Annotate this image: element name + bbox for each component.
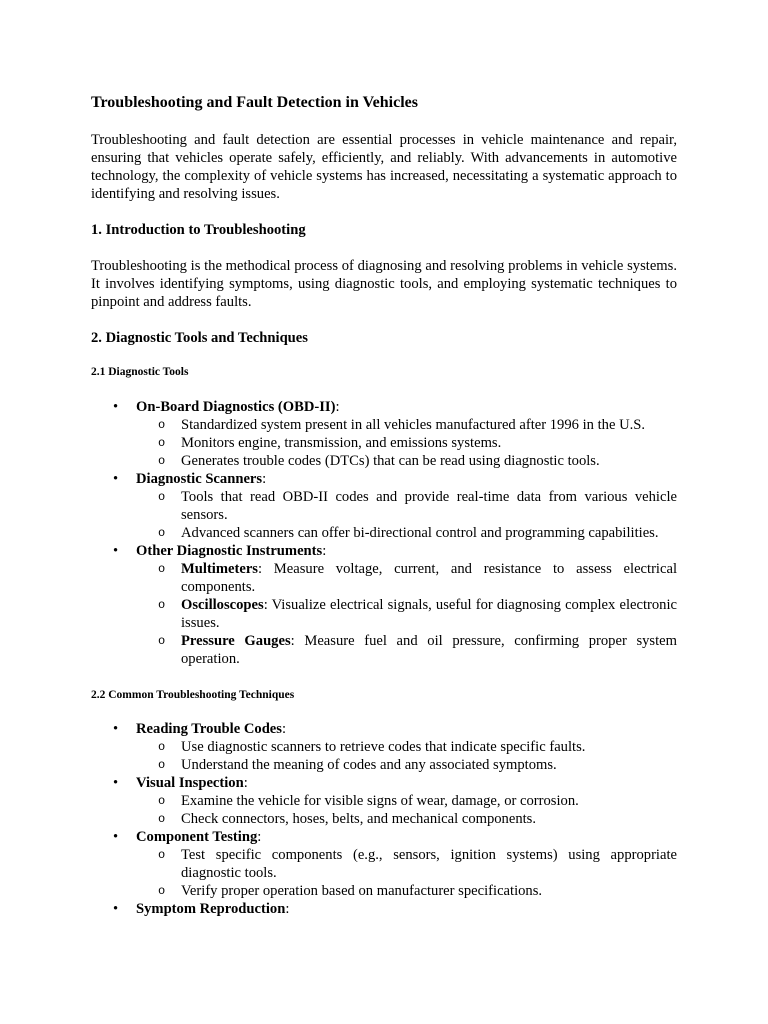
- sub-list: [136, 846, 677, 900]
- circle-bullet-icon: o: [158, 848, 166, 862]
- circle-bullet-icon: o: [158, 436, 166, 450]
- list-item-label: Component Testing: [136, 829, 258, 845]
- list-item: • Visual Inspection: o Examine the vehicle for visible signs of wear, damage, or corrosion. o Check connectors, hoses, belts, and mechanical components.: [91, 774, 677, 828]
- sub-list: [136, 560, 677, 668]
- sub-list: [136, 416, 677, 470]
- subsection-2-1-heading: 2.1 Diagnostic Tools: [91, 366, 189, 378]
- circle-bullet-icon: o: [158, 794, 166, 808]
- sub-list-item: o Generates trouble codes (DTCs) that can be read using diagnostic tools.: [158, 453, 600, 469]
- bullet-icon: •: [113, 399, 119, 415]
- circle-bullet-icon: o: [158, 758, 166, 772]
- list-item-label: Other Diagnostic Instruments: [136, 543, 323, 559]
- sub-list-item: o Understand the meaning of codes and any associated symptoms.: [158, 757, 557, 773]
- section-1-heading: 1. Introduction to Troubleshooting: [91, 222, 306, 238]
- bullet-icon: •: [113, 901, 119, 917]
- sub-list-item: o Use diagnostic scanners to retrieve codes that indicate specific faults.: [158, 739, 586, 755]
- sub-list-item: o Oscilloscopes: Visualize electrical signals, useful for diagnosing complex electronic issues.: [158, 597, 677, 631]
- sub-list: [136, 738, 677, 774]
- circle-bullet-icon: o: [158, 526, 166, 540]
- sub-list-item: o Tools that read OBD-II codes and provide real-time data from various vehicle sensors.: [158, 489, 677, 523]
- circle-bullet-icon: o: [158, 812, 166, 826]
- sub-list: [136, 792, 677, 828]
- circle-bullet-icon: o: [158, 562, 166, 576]
- list-item-label: Visual Inspection: [136, 775, 244, 791]
- bullet-icon: •: [113, 721, 119, 737]
- list-item: • Component Testing: o Test specific components (e.g., sensors, ignition systems) using appropriate diagnostic tools. o Verify proper operation based on manufacturer specifications.: [113, 829, 677, 899]
- bullet-icon: •: [113, 471, 119, 487]
- circle-bullet-icon: o: [158, 884, 166, 898]
- list-item: • Symptom Reproduction:: [113, 901, 290, 917]
- list-item-label: On-Board Diagnostics (OBD-II): [136, 399, 336, 415]
- subsection-2-2-heading: 2.2 Common Troubleshooting Techniques: [91, 689, 295, 701]
- sub-list: [136, 488, 677, 542]
- circle-bullet-icon: o: [158, 634, 166, 648]
- sub-list-item: o Standardized system present in all vehicles manufactured after 1996 in the U.S.: [158, 417, 646, 433]
- list-item-label: Symptom Reproduction: [136, 901, 286, 917]
- bullet-icon: •: [113, 775, 119, 791]
- sub-list-item: o Monitors engine, transmission, and emissions systems.: [158, 435, 502, 451]
- bullet-icon: •: [113, 543, 119, 559]
- bullet-icon: •: [113, 829, 119, 845]
- document-title: Troubleshooting and Fault Detection in Vehicles: [91, 94, 418, 111]
- sub-list-item: o Pressure Gauges: Measure fuel and oil pressure, confirming proper system operation.: [158, 633, 677, 667]
- circle-bullet-icon: o: [158, 454, 166, 468]
- section-1-paragraph: Troubleshooting is the methodical process of diagnosing and resolving problems in vehicle systems. It involves identifying symptoms, using diagnostic tools, and employing systematic techniques to pinpoint and address faults.: [91, 258, 677, 310]
- list-item: • Diagnostic Scanners: o Tools that read OBD-II codes and provide real-time data from various vehicle sensors. o Advanced scanners can offer bi-directional control and programming capabilities.: [113, 471, 677, 541]
- list-item-label: Reading Trouble Codes: [136, 721, 282, 737]
- list-item: • Reading Trouble Codes: o Use diagnostic scanners to retrieve codes that indicate specific faults. o Understand the meaning of codes and any associated symptoms.: [91, 720, 677, 774]
- list-item: • On-Board Diagnostics (OBD-II): o Standardized system present in all vehicles manufactured after 1996 in the U.S. o Monitors engine, transmission, and emissions systems. o Generates trouble codes (DTCs) that can be read using diagnostic tools.: [91, 398, 677, 470]
- section-2-heading: 2. Diagnostic Tools and Techniques: [91, 330, 308, 346]
- intro-paragraph: Troubleshooting and fault detection are essential processes in vehicle maintenance and repair, ensuring that vehicles operate safely, efficiently, and reliably. With advancements in automotive technology, the complexity of vehicle systems has increased, necessitating a systematic approach to identifying and resolving issues.: [91, 132, 677, 202]
- circle-bullet-icon: o: [158, 598, 166, 612]
- circle-bullet-icon: o: [158, 740, 166, 754]
- sub-list-item: o Verify proper operation based on manufacturer specifications.: [158, 883, 543, 899]
- circle-bullet-icon: o: [158, 418, 166, 432]
- diagnostic-tools-list: [91, 398, 677, 668]
- sub-list-item: o Check connectors, hoses, belts, and mechanical components.: [158, 811, 537, 827]
- list-item: • Other Diagnostic Instruments: o Multimeters: Measure voltage, current, and resistance to assess electrical components. o Oscilloscopes: Visualize electrical signals, useful for diagnosing complex electronic issues. o Pressure Gauges: Measure fuel and oil pressure, confirming proper system operation.: [113, 543, 677, 667]
- sub-list-item: o Test specific components (e.g., sensors, ignition systems) using appropriate diagnostic tools.: [158, 847, 677, 881]
- techniques-list: [91, 720, 677, 918]
- list-item-label: Diagnostic Scanners: [136, 471, 263, 487]
- sub-list-item: o Multimeters: Measure voltage, current, and resistance to assess electrical components.: [158, 561, 677, 595]
- sub-list-item: o Examine the vehicle for visible signs of wear, damage, or corrosion.: [158, 793, 579, 809]
- circle-bullet-icon: o: [158, 490, 166, 504]
- sub-list-item: o Advanced scanners can offer bi-directional control and programming capabilities.: [158, 525, 659, 541]
